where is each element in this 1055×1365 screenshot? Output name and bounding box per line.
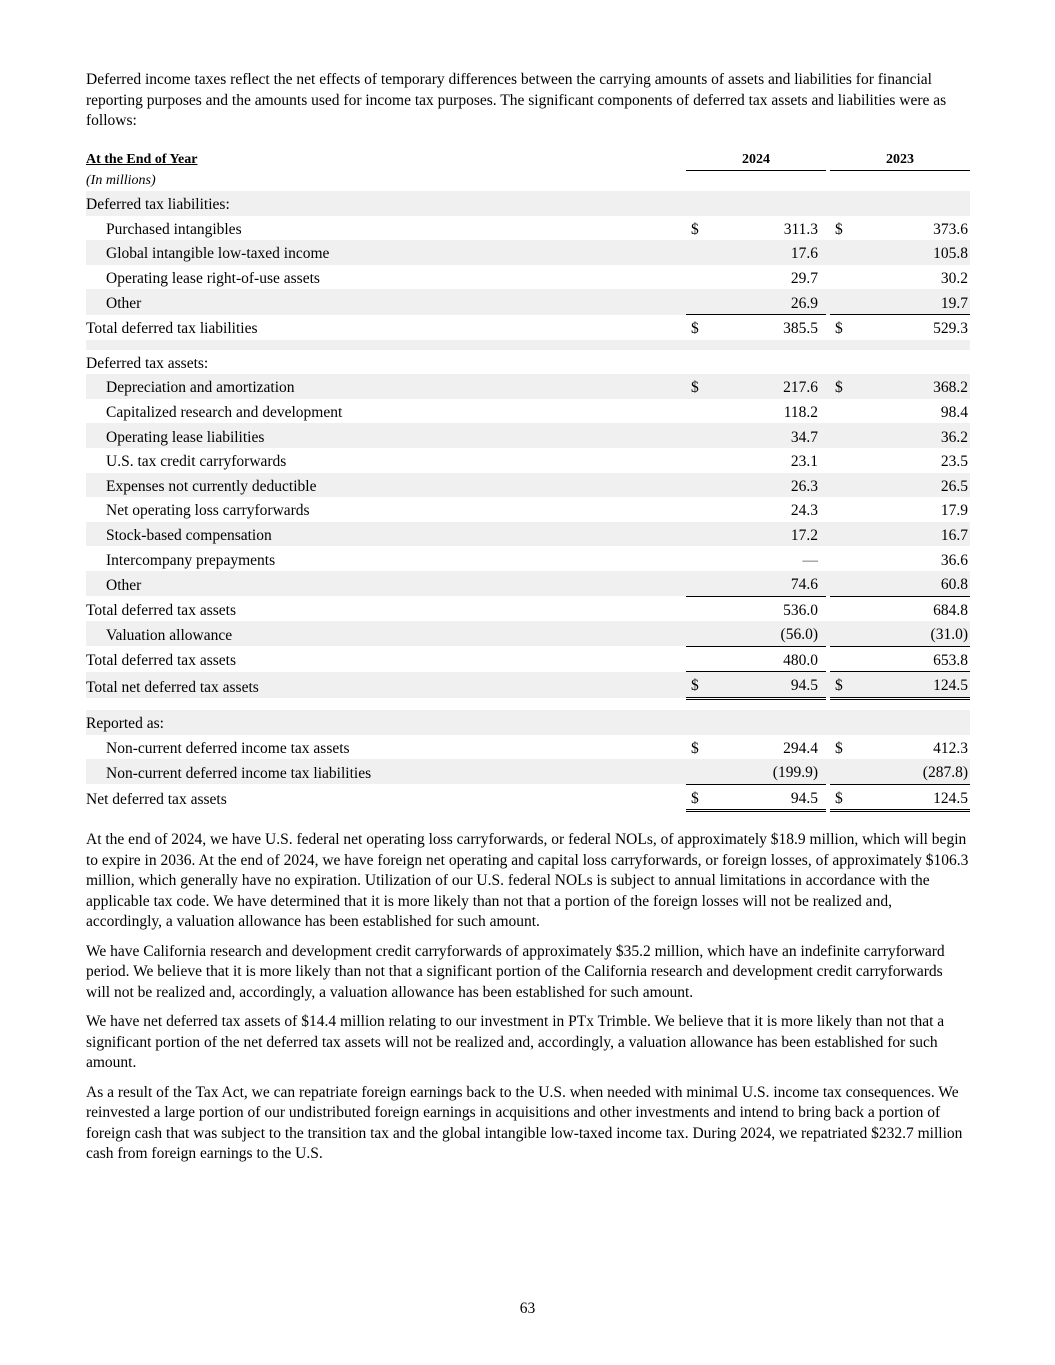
currency-symbol: $	[691, 220, 699, 238]
row-label: Net operating loss carryforwards	[106, 502, 310, 520]
value-2024: $ 217.6	[686, 374, 826, 399]
value-2024: 34.7	[686, 423, 826, 448]
value-2024: 26.3	[686, 473, 826, 498]
row-label: Intercompany prepayments	[106, 551, 276, 569]
value-2024: $ 311.3	[686, 216, 826, 241]
value-2023: 19.7	[830, 289, 970, 314]
row-label: U.S. tax credit carryforwards	[106, 453, 287, 471]
header-year-2024: 2024	[686, 146, 826, 171]
table-row	[86, 646, 970, 672]
row-label: Total deferred tax liabilities	[86, 320, 258, 338]
table-row	[86, 784, 970, 811]
table-row	[86, 473, 970, 498]
value-2023: 26.5	[830, 473, 970, 498]
header-year-2023: 2023	[830, 146, 970, 171]
value-2023: 23.5	[940, 453, 968, 471]
deferred-tax-table	[86, 146, 970, 813]
value-2023: 684.8	[933, 601, 968, 619]
currency-symbol: $	[835, 789, 843, 807]
value-2023: 60.8	[830, 571, 970, 596]
value-2023: 17.9	[940, 502, 968, 520]
value-2024: 536.0	[783, 601, 818, 619]
row-label: Global intangible low-taxed income	[86, 240, 686, 265]
nol-paragraph: At the end of 2024, we have U.S. federal net operating loss carryforwards, or federal NOLs, of approximately $18.9 million, which will begin to expire in 2036. At the end of 2024, we have foreign net operating and capital loss carryforwards, or foreign losses, of approximately $106.3 million, which generally have no expiration. Utilization of our U.S. federal NOLs is subject to annual limitations in accordance with the applicable tax code. We have determined that it is more likely than not that a portion of the foreign losses will not be realized and, accordingly, a valuation allowance has been established for such amount.	[86, 831, 969, 931]
table-row	[86, 522, 970, 547]
section-title-row	[86, 710, 970, 735]
row-label: Total deferred tax assets	[86, 601, 236, 619]
table-row	[86, 759, 970, 784]
section-title-row	[86, 191, 970, 216]
row-label: Other	[86, 289, 686, 314]
value-2023: (287.8)	[830, 759, 970, 784]
table-row	[86, 448, 970, 473]
currency-symbol: $	[835, 739, 843, 757]
california-credit-paragraph: We have California research and development credit carryforwards of approximately $35.2 million, which have an indefinite carryforward period. We believe that it is more likely than not that a significant portion of the California research and development credit carryforwards will not be realized and, accordingly, a valuation allowance has been established for such amount.	[86, 942, 945, 1001]
table-row	[86, 289, 970, 314]
row-label: Other	[86, 571, 686, 596]
value-2024: $ 294.4	[686, 735, 826, 760]
value-2024: $ 94.5	[686, 784, 826, 811]
row-label: Net deferred tax assets	[86, 791, 227, 809]
currency-symbol: $	[691, 379, 699, 397]
header-label: At the End of Year	[86, 152, 198, 168]
table-row	[86, 546, 970, 571]
value-2024: 17.6	[686, 240, 826, 265]
currency-symbol: $	[691, 739, 699, 757]
currency-symbol: $	[835, 320, 843, 338]
value-2023: 653.8	[830, 646, 970, 672]
section-title: Reported as:	[86, 710, 686, 735]
row-label: Operating lease liabilities	[86, 423, 686, 448]
table-row	[86, 216, 970, 241]
value-2023: 105.8	[830, 240, 970, 265]
value-2023: $ 529.3	[830, 315, 970, 340]
table-row	[86, 672, 970, 699]
table-header-row	[86, 146, 970, 171]
value-2024: 17.2	[686, 522, 826, 547]
row-label: Non-current deferred income tax assets	[106, 739, 350, 757]
currency-symbol: $	[691, 789, 699, 807]
value-2023: $ 124.5	[830, 784, 970, 811]
table-row	[86, 315, 970, 340]
value-2024: 74.6	[686, 571, 826, 596]
currency-symbol: $	[691, 320, 699, 338]
row-label: Capitalized research and development	[106, 403, 343, 421]
intro-paragraph: Deferred income taxes reflect the net effects of temporary differences between the carrying amounts of assets and liabilities for financial reporting purposes and the amounts used for income tax purposes. The significant components of deferred tax assets and liabilities were as follows:	[86, 71, 947, 129]
table-row	[86, 596, 970, 621]
table-row	[86, 374, 970, 399]
row-label: Stock-based compensation	[86, 522, 686, 547]
section-title-row	[86, 350, 970, 375]
tax-act-paragraph: As a result of the Tax Act, we can repatriate foreign earnings back to the U.S. when needed with minimal U.S. income tax consequences. We reinvested a large portion of our undistributed foreign earnings in acquisitions and other investments and intend to bring back a portion of foreign cash that was subject to the transition tax and the global intangible low-taxed income tax. During 2024, we repatriated $232.7 million cash from foreign earnings to the U.S.	[86, 1083, 963, 1163]
currency-symbol: $	[691, 677, 699, 695]
row-label: Purchased intangibles	[106, 220, 242, 238]
row-label: Depreciation and amortization	[86, 374, 686, 399]
section-title: Deferred tax liabilities:	[86, 191, 686, 216]
value-2023: 36.2	[830, 423, 970, 448]
ptx-trimble-paragraph: We have net deferred tax assets of $14.4 million relating to our investment in PTx Trimble. We believe that it is more likely than not that a significant portion of the net deferred tax assets will not be realized and, accordingly, a valuation allowance has been established for such amount.	[86, 1013, 945, 1072]
value-2023: 16.7	[830, 522, 970, 547]
table-row	[86, 735, 970, 760]
table-row	[86, 265, 970, 290]
value-2023: $ 412.3	[830, 735, 970, 760]
currency-symbol: $	[835, 379, 843, 397]
value-2024: 26.9	[686, 289, 826, 314]
value-2023: 36.6	[940, 551, 968, 569]
table-row	[86, 399, 970, 424]
value-2023: $ 124.5	[830, 672, 970, 699]
page-number: 63	[519, 1300, 536, 1317]
row-label: Total deferred tax assets	[86, 652, 236, 670]
table-row	[86, 571, 970, 596]
value-2024: —	[802, 551, 818, 569]
table-row	[86, 497, 970, 522]
value-2023: 98.4	[940, 403, 968, 421]
value-2024: 23.1	[790, 453, 818, 471]
value-2024: 29.7	[790, 269, 818, 287]
document-body	[86, 70, 970, 1174]
row-label: Expenses not currently deductible	[86, 473, 686, 498]
value-2024: $ 94.5	[686, 672, 826, 699]
spacer-row	[86, 698, 970, 710]
value-2023: $ 373.6	[830, 216, 970, 241]
table-row	[86, 621, 970, 646]
spacer-row	[86, 340, 970, 350]
table-row	[86, 240, 970, 265]
value-2024: 480.0	[686, 646, 826, 672]
value-2024: (56.0)	[686, 621, 826, 646]
section-title: Deferred tax assets:	[86, 354, 209, 372]
value-2024: 24.3	[790, 502, 818, 520]
value-2024: $ 385.5	[686, 315, 826, 340]
row-label: Total net deferred tax assets	[86, 672, 686, 699]
units-label: (In millions)	[86, 172, 156, 188]
currency-symbol: $	[835, 220, 843, 238]
value-2023: (31.0)	[830, 621, 970, 646]
value-2023: $ 368.2	[830, 374, 970, 399]
value-2023: 30.2	[940, 269, 968, 287]
currency-symbol: $	[835, 677, 843, 695]
row-label: Operating lease right-of-use assets	[106, 269, 320, 287]
value-2024: 118.2	[783, 403, 818, 421]
units-row	[86, 171, 970, 192]
value-2024: (199.9)	[686, 759, 826, 784]
row-label: Valuation allowance	[86, 621, 686, 646]
table-row	[86, 423, 970, 448]
row-label: Non-current deferred income tax liabilities	[86, 759, 686, 784]
